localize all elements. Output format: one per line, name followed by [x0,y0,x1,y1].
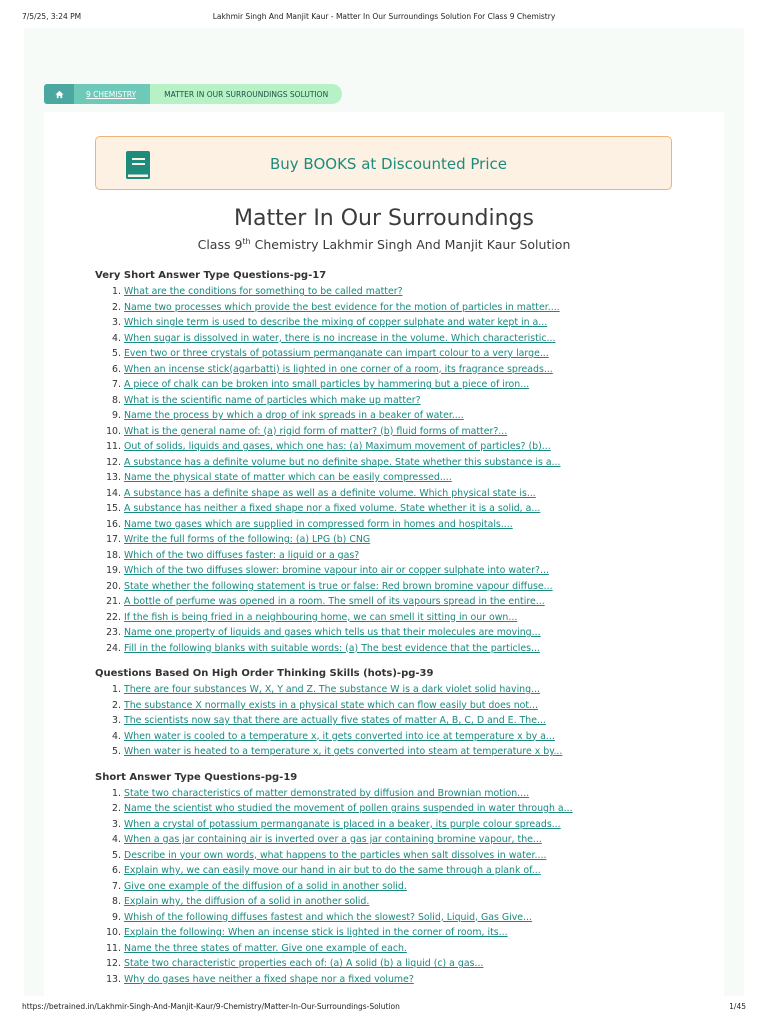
list-item [95,532,715,548]
list-item-number: 6. [112,865,121,876]
list-item-number: 18. [106,549,121,561]
question-link[interactable]: What is the scientific name of particles which make up matter? [124,394,421,406]
question-link[interactable]: A substance has a definite volume but no definite shape. State whether this substance is a... [124,456,561,468]
list-item-number: 5. [112,849,121,861]
section-gap [95,760,715,770]
list-item-number: 5. [112,348,121,359]
question-link[interactable]: Which single term is used to describe the mixing of copper sulphate and water kept in a... [124,317,548,328]
list-item-number: 12. [106,958,121,969]
list-item [95,393,715,409]
question-link[interactable]: The scientists now say that there are actually five states of matter A, B, C, D and E. The... [124,715,546,726]
question-link[interactable]: There are four substances W, X, Y and Z. The substance W is a dark violet solid having... [124,684,541,695]
breadcrumb-chemistry[interactable]: 9 CHEMISTRY [74,84,150,104]
question-link[interactable]: Explain why, the diffusion of a solid in another solid. [124,896,370,907]
list-item-number: 12. [106,456,121,468]
list-item-number: 22. [106,611,121,623]
list-item [95,625,715,641]
list-item [95,300,715,316]
list-item [95,641,715,657]
question-link[interactable]: When water is cooled to a temperature x, it gets converted into ice at temperature x by a... [124,730,555,742]
list-item [95,729,715,745]
list-item [95,682,715,698]
list-item-number: 4. [112,730,121,742]
section-heading: Short Answer Type Questions-pg-19 [95,771,298,783]
list-item [95,470,715,486]
breadcrumb-current: MATTER IN OUR SURROUNDINGS SOLUTION [150,84,342,104]
list-item-number: 15. [106,503,121,514]
list-item [95,331,715,347]
question-link[interactable]: Why do gases have neither a fixed shape nor a fixed volume? [124,973,414,985]
list-item-number: 17. [106,534,121,545]
list-item [95,346,715,362]
list-item-number: 9. [112,410,121,421]
breadcrumb [44,84,342,104]
breadcrumb-home[interactable] [44,84,74,104]
list-item [95,698,715,714]
print-header [0,10,768,24]
question-sections [95,268,715,987]
list-item-number: 7. [112,379,121,390]
print-datetime: 7/5/25, 3:24 PM [22,12,82,21]
list-item-number: 10. [106,425,121,437]
question-link[interactable]: Explain the following: When an incense stick is lighted in the corner of room, its... [124,927,508,938]
list-item-number: 11. [106,942,121,954]
list-item [95,832,715,848]
subtitle-sup: th [242,237,251,246]
list-item [95,362,715,378]
home-icon [55,90,64,99]
print-title: Lakhmir Singh And Manjit Kaur - Matter In Our Surroundings Solution For Class 9 Chemistry [212,12,556,21]
question-link[interactable]: Out of solids, liquids and gases, which one has: (a) Maximum movement of particles? (b)... [124,441,551,452]
list-item-number: 4. [112,834,121,845]
list-item [95,713,715,729]
question-link[interactable]: When water is heated to a temperature x, it gets converted into steam at temperature x by... [124,746,563,757]
list-item-number: 7. [112,880,121,892]
list-item [95,925,715,941]
list-item-number: 21. [106,596,121,607]
question-link[interactable]: Which of the two diffuses faster: a liquid or a gas? [124,549,360,561]
list-item [95,424,715,440]
list-item-number: 3. [112,818,121,830]
question-list [95,786,715,988]
subtitle-rest: Chemistry Lakhmir Singh And Manjit Kaur Solution [250,237,571,253]
list-item [95,563,715,579]
question-link[interactable]: When an incense stick(agarbatti) is lighted in one corner of a room, its fragrance spreads... [124,363,553,375]
list-item-number: 8. [112,896,121,907]
list-item-number: 1. [112,684,121,695]
list-item [95,501,715,517]
list-item-number: 6. [112,363,121,375]
list-item [95,610,715,626]
list-item [95,439,715,455]
list-item-number: 23. [106,627,121,638]
list-item-number: 3. [112,317,121,328]
question-link[interactable]: Name the physical state of matter which can be easily compressed.... [124,472,452,483]
question-link[interactable]: Name two gases which are supplied in compressed form in homes and hospitals.... [124,518,513,530]
page-title: Matter In Our Surroundings [234,206,534,231]
list-item [95,408,715,424]
print-page-number: 1/45 [729,1002,746,1011]
question-link[interactable]: Fill in the following blanks with suitable words: (a) The best evidence that the particles... [124,642,540,654]
question-link[interactable]: Name two processes which provide the best evidence for the motion of particles in matter.... [124,301,560,313]
list-item-number: 1. [112,787,121,799]
list-item-number: 1. [112,286,121,297]
list-item-number: 13. [106,973,121,985]
question-link[interactable]: A substance has neither a fixed shape nor a fixed volume. State whether it is a solid, a... [124,503,541,514]
question-link[interactable]: Describe in your own words, what happens to the particles when salt dissolves in water.... [124,849,547,861]
question-list [95,284,715,656]
list-item [95,817,715,833]
list-item-number: 9. [112,911,121,923]
list-item [95,941,715,957]
list-item [95,848,715,864]
question-link[interactable]: Write the full forms of the following: (a) LPG (b) CNG [124,534,371,545]
question-link[interactable]: When sugar is dissolved in water, there is no increase in the volume. Which characteristic... [124,332,556,344]
list-item [95,284,715,300]
question-link[interactable]: Name the three states of matter. Give one example of each. [124,942,407,954]
list-item [95,455,715,471]
list-item [95,786,715,802]
question-link[interactable]: Name the scientist who studied the movement of pollen grains suspended in water through a... [124,803,573,814]
list-item [95,315,715,331]
question-link[interactable]: What is the general name of: (a) rigid form of matter? (b) fluid forms of matter?... [124,425,508,437]
section-gap [95,656,715,666]
list-item [95,594,715,610]
question-link[interactable]: The substance X normally exists in a physical state which can flow easily but does not... [124,699,538,711]
list-item [95,377,715,393]
list-item [95,879,715,895]
question-link[interactable]: A bottle of perfume was opened in a room. The smell of its vapours spread in the entire... [124,596,545,607]
list-item [95,801,715,817]
list-item [95,956,715,972]
list-item [95,910,715,926]
question-link[interactable]: State two characteristic properties each of: (a) A solid (b) a liquid (c) a gas... [124,958,484,969]
question-list [95,682,715,760]
section-heading: Very Short Answer Type Questions-pg-17 [95,270,327,281]
list-item-number: 19. [106,565,121,576]
list-item-number: 20. [106,580,121,592]
list-item-number: 4. [112,332,121,344]
list-item-number: 10. [106,927,121,938]
question-link[interactable]: When a crystal of potassium permanganate is placed in a beaker, its purple colour spreads... [124,818,561,830]
list-item-number: 14. [106,487,121,499]
list-item-number: 13. [106,472,121,483]
question-link[interactable]: A piece of chalk can be broken into small particles by hammering but a piece of iron... [124,379,530,390]
question-link[interactable]: Even two or three crystals of potassium permanganate can impart colour to a very large... [124,348,549,359]
list-item-number: 2. [112,301,121,313]
question-link[interactable]: State whether the following statement is true or false: Red brown bromine vapour diffuse... [124,580,553,592]
list-item-number: 2. [112,803,121,814]
list-item [95,517,715,533]
question-link[interactable]: When a gas jar containing air is inverted over a gas jar containing bromine vapour, the... [124,834,542,845]
buy-books-banner[interactable] [95,136,672,190]
section-heading: Questions Based On High Order Thinking Skills (hots)-pg-39 [95,668,434,679]
question-link[interactable]: Name one property of liquids and gases which tells us that their molecules are moving... [124,627,541,638]
buy-books-label: Buy BOOKS at Discounted Price [269,155,507,173]
list-item [95,744,715,760]
print-footer [0,1000,768,1014]
list-item-number: 2. [112,699,121,711]
list-item-number: 3. [112,715,121,726]
question-link[interactable]: A substance has a definite shape as well as a definite volume. Which physical state is... [124,487,536,499]
list-item [95,548,715,564]
question-link[interactable]: Whish of the following diffuses fastest and which the slowest? Solid, Liquid, Gas Give... [124,911,533,923]
page-subtitle [0,237,768,252]
question-link[interactable]: Explain why, we can easily move our hand in air but to do the same through a plank of... [124,865,541,876]
list-item [95,972,715,988]
question-link[interactable]: What are the conditions for something to be called matter? [124,286,403,297]
list-item [95,486,715,502]
subtitle-class: Class 9 [197,237,243,253]
list-item [95,863,715,879]
list-item-number: 8. [112,394,121,406]
question-link[interactable]: If the fish is being fried in a neighbouring home, we can smell it sitting in our own... [124,611,518,623]
print-url: https://betrained.in/Lakhmir-Singh-And-Manjit-Kaur/9-Chemistry/Matter-In-Our-Surroundings-Solution [22,1002,400,1011]
question-link[interactable]: Name the process by which a drop of ink spreads in a beaker of water.... [124,410,464,421]
question-link[interactable]: Which of the two diffuses slower: bromine vapour into air or copper sulphate into water?... [124,565,549,576]
question-link[interactable]: State two characteristics of matter demonstrated by diffusion and Brownian motion.... [124,787,530,799]
list-item-number: 16. [106,518,121,530]
list-item [95,894,715,910]
list-item-number: 11. [106,441,121,452]
list-item [95,579,715,595]
list-item-number: 5. [112,746,121,757]
question-link[interactable]: Give one example of the diffusion of a solid in another solid. [124,880,407,892]
list-item-number: 24. [106,642,121,654]
